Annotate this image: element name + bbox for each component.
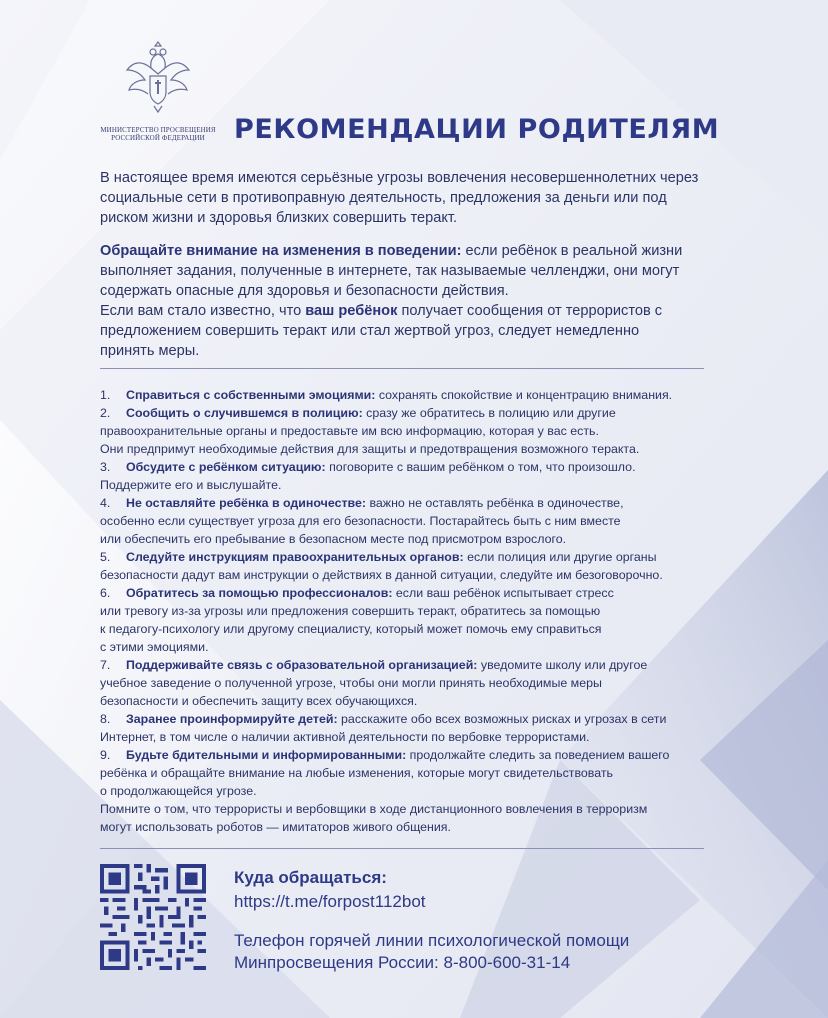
list-item-text: правоохранительные органы и предоставьте им всю информацию, которая у вас есть.	[100, 424, 599, 438]
list-item	[100, 548, 720, 584]
list-item-title: Обратитесь за помощью профессионалов:	[126, 586, 393, 600]
list-item	[100, 710, 720, 746]
closing-text: Помните о том, что террористы и вербовщики в ходе дистанционного вовлечения в терроризм	[100, 802, 648, 816]
list-item	[100, 404, 720, 458]
intro-line: В настоящее время имеются серьёзные угрозы вовлечения несовершеннолетних через	[100, 170, 699, 186]
list-item-title: Справиться с собственными эмоциями:	[126, 388, 376, 402]
list-item-line	[100, 548, 720, 566]
list-item-title: Обсудите с ребёнком ситуацию:	[126, 460, 326, 474]
list-item-title: Поддерживайте связь с образовательной организацией:	[126, 658, 478, 672]
list-item-text: если полиция или другие органы	[463, 550, 657, 564]
list-item	[100, 584, 720, 656]
list-item-text: или тревогу из-за угрозы или предложения совершить теракт, обратитесь за помощью	[100, 604, 601, 618]
hotline-line1: Телефон горячей линии психологической помощи	[234, 931, 630, 950]
list-item-line	[100, 746, 720, 764]
list-item-number: 4.	[100, 496, 111, 510]
list-item-text: к педагогу-психологу или другому специалисту, который может помочь ему справиться	[100, 622, 602, 636]
list-item-line	[100, 458, 720, 476]
attention-line: предложением совершить теракт или стал жертвой угроз, следует немедленно	[100, 323, 640, 339]
attention-line: выполняет задания, полученные в интернете, так называемые челленджи, они могут	[100, 263, 680, 279]
list-item-line	[100, 494, 720, 512]
list-item-text: продолжайте следить за поведением вашего	[406, 748, 670, 762]
list-item-line	[100, 656, 720, 674]
list-item-text: Поддержите его и выслушайте.	[100, 478, 282, 492]
intro-line: риском жизни и здоровья близких совершить теракт.	[100, 210, 458, 226]
list-item-number: 1.	[100, 388, 111, 402]
list-item-title: Не оставляйте ребёнка в одиночестве:	[126, 496, 367, 510]
list-item-text: особенно если существует угроза для его безопасности. Постарайтесь быть с ним вместе	[100, 514, 621, 528]
list-item-text: важно не оставлять ребёнка в одиночестве,	[366, 496, 624, 510]
divider-top	[100, 368, 704, 369]
closing-text: могут использовать роботов — имитаторов живого общения.	[100, 820, 451, 834]
list-item-text: поговорите с вашим ребёнком о том, что произошло.	[325, 460, 636, 474]
list-item-number: 7.	[100, 658, 111, 672]
list-item	[100, 458, 720, 494]
list-item-text: о продолжающейся угрозе.	[100, 784, 257, 798]
list-item-text: сохранять спокойствие и концентрацию внимания.	[375, 388, 673, 402]
qr-code-icon[interactable]	[100, 864, 206, 970]
attention-bold: ваш ребёнок	[305, 303, 398, 319]
recommendations-list	[100, 386, 720, 836]
attention-text: Если вам стало известно, что	[100, 303, 306, 319]
attention-text: получает сообщения от террористов с	[397, 303, 663, 319]
attention-line: принять меры.	[100, 343, 200, 359]
list-item	[100, 656, 720, 710]
list-item-title: Сообщить о случившемся в полицию:	[126, 406, 363, 420]
list-item-text: безопасности дадут вам инструкции о действиях в данной ситуации, следуйте им безоговорочно.	[100, 568, 663, 582]
attention-text: если ребёнок в реальной жизни	[461, 243, 683, 259]
attention-line: содержать опасные для здоровья и безопасности действия.	[100, 283, 509, 299]
list-item-number: 9.	[100, 748, 111, 762]
logo-caption	[96, 126, 220, 142]
list-item-text: уведомите школу или другое	[477, 658, 648, 672]
list-item-text: расскажите обо всех возможных рисках и угрозах в сети	[337, 712, 667, 726]
attention-paragraph	[100, 241, 720, 361]
double-headed-eagle-emblem-icon	[121, 40, 195, 116]
hotline-phone[interactable]: Минпросвещения России: 8-800-600-31-14	[234, 953, 571, 972]
list-item-title: Следуйте инструкциям правоохранительных органов:	[126, 550, 464, 564]
contacts-block	[234, 866, 694, 974]
list-item-number: 2.	[100, 406, 111, 420]
intro-line: социальные сети в противоправную деятельность, предложения за деньги или под	[100, 190, 667, 206]
list-item-title: Будьте бдительными и информированными:	[126, 748, 407, 762]
intro-paragraph	[100, 168, 720, 228]
list-item-text: Они предпримут необходимые действия для защиты и предотвращения возможного теракта.	[100, 442, 640, 456]
list-item-text: Интернет, в том числе о наличии активной деятельности по вербовке террористами.	[100, 730, 590, 744]
list-item-title: Заранее проинформируйте детей:	[126, 712, 338, 726]
list-item-text: учебное заведение о полученной угрозе, чтобы они могли принять необходимые меры	[100, 676, 602, 690]
list-item	[100, 494, 720, 548]
list-item-line	[100, 710, 720, 728]
list-item-text: сразу же обратитесь в полицию или другие	[362, 406, 616, 420]
page-title: РЕКОМЕНДАЦИИ РОДИТЕЛЯМ	[234, 114, 720, 145]
attention-line-4	[100, 301, 720, 321]
contacts-heading: Куда обращаться:	[234, 868, 387, 887]
list-item-text: безопасности и обеспечить защиту всех обучающихся.	[100, 694, 418, 708]
list-item-text: ребёнка и обращайте внимание на любые изменения, которые могут свидетельствовать	[100, 766, 613, 780]
list-item-text: или обеспечить его пребывание в безопасном месте под присмотром взрослого.	[100, 532, 567, 546]
list-item-line	[100, 404, 720, 422]
ministry-logo	[96, 40, 220, 142]
list-item-text: если ваш ребёнок испытывает стресс	[392, 586, 614, 600]
list-item-line	[100, 584, 720, 602]
divider-bottom	[100, 848, 704, 849]
list-item-number: 3.	[100, 460, 111, 474]
logo-caption-line2: РОССИЙСКОЙ ФЕДЕРАЦИИ	[111, 134, 205, 142]
hotline-info	[234, 930, 694, 974]
list-item-line	[100, 386, 720, 404]
list-item	[100, 386, 720, 404]
attention-bold: Обращайте внимание на изменения в поведении:	[100, 243, 462, 259]
telegram-bot-link[interactable]: https://t.me/forpost112bot	[234, 892, 426, 911]
logo-caption-line1: МИНИСТЕРСТВО ПРОСВЕЩЕНИЯ	[100, 126, 216, 134]
list-item-number: 5.	[100, 550, 111, 564]
list-item-number: 6.	[100, 586, 111, 600]
attention-line-1	[100, 241, 720, 261]
list-item	[100, 746, 720, 800]
list-item-number: 8.	[100, 712, 111, 726]
list-item-text: с этими эмоциями.	[100, 640, 209, 654]
